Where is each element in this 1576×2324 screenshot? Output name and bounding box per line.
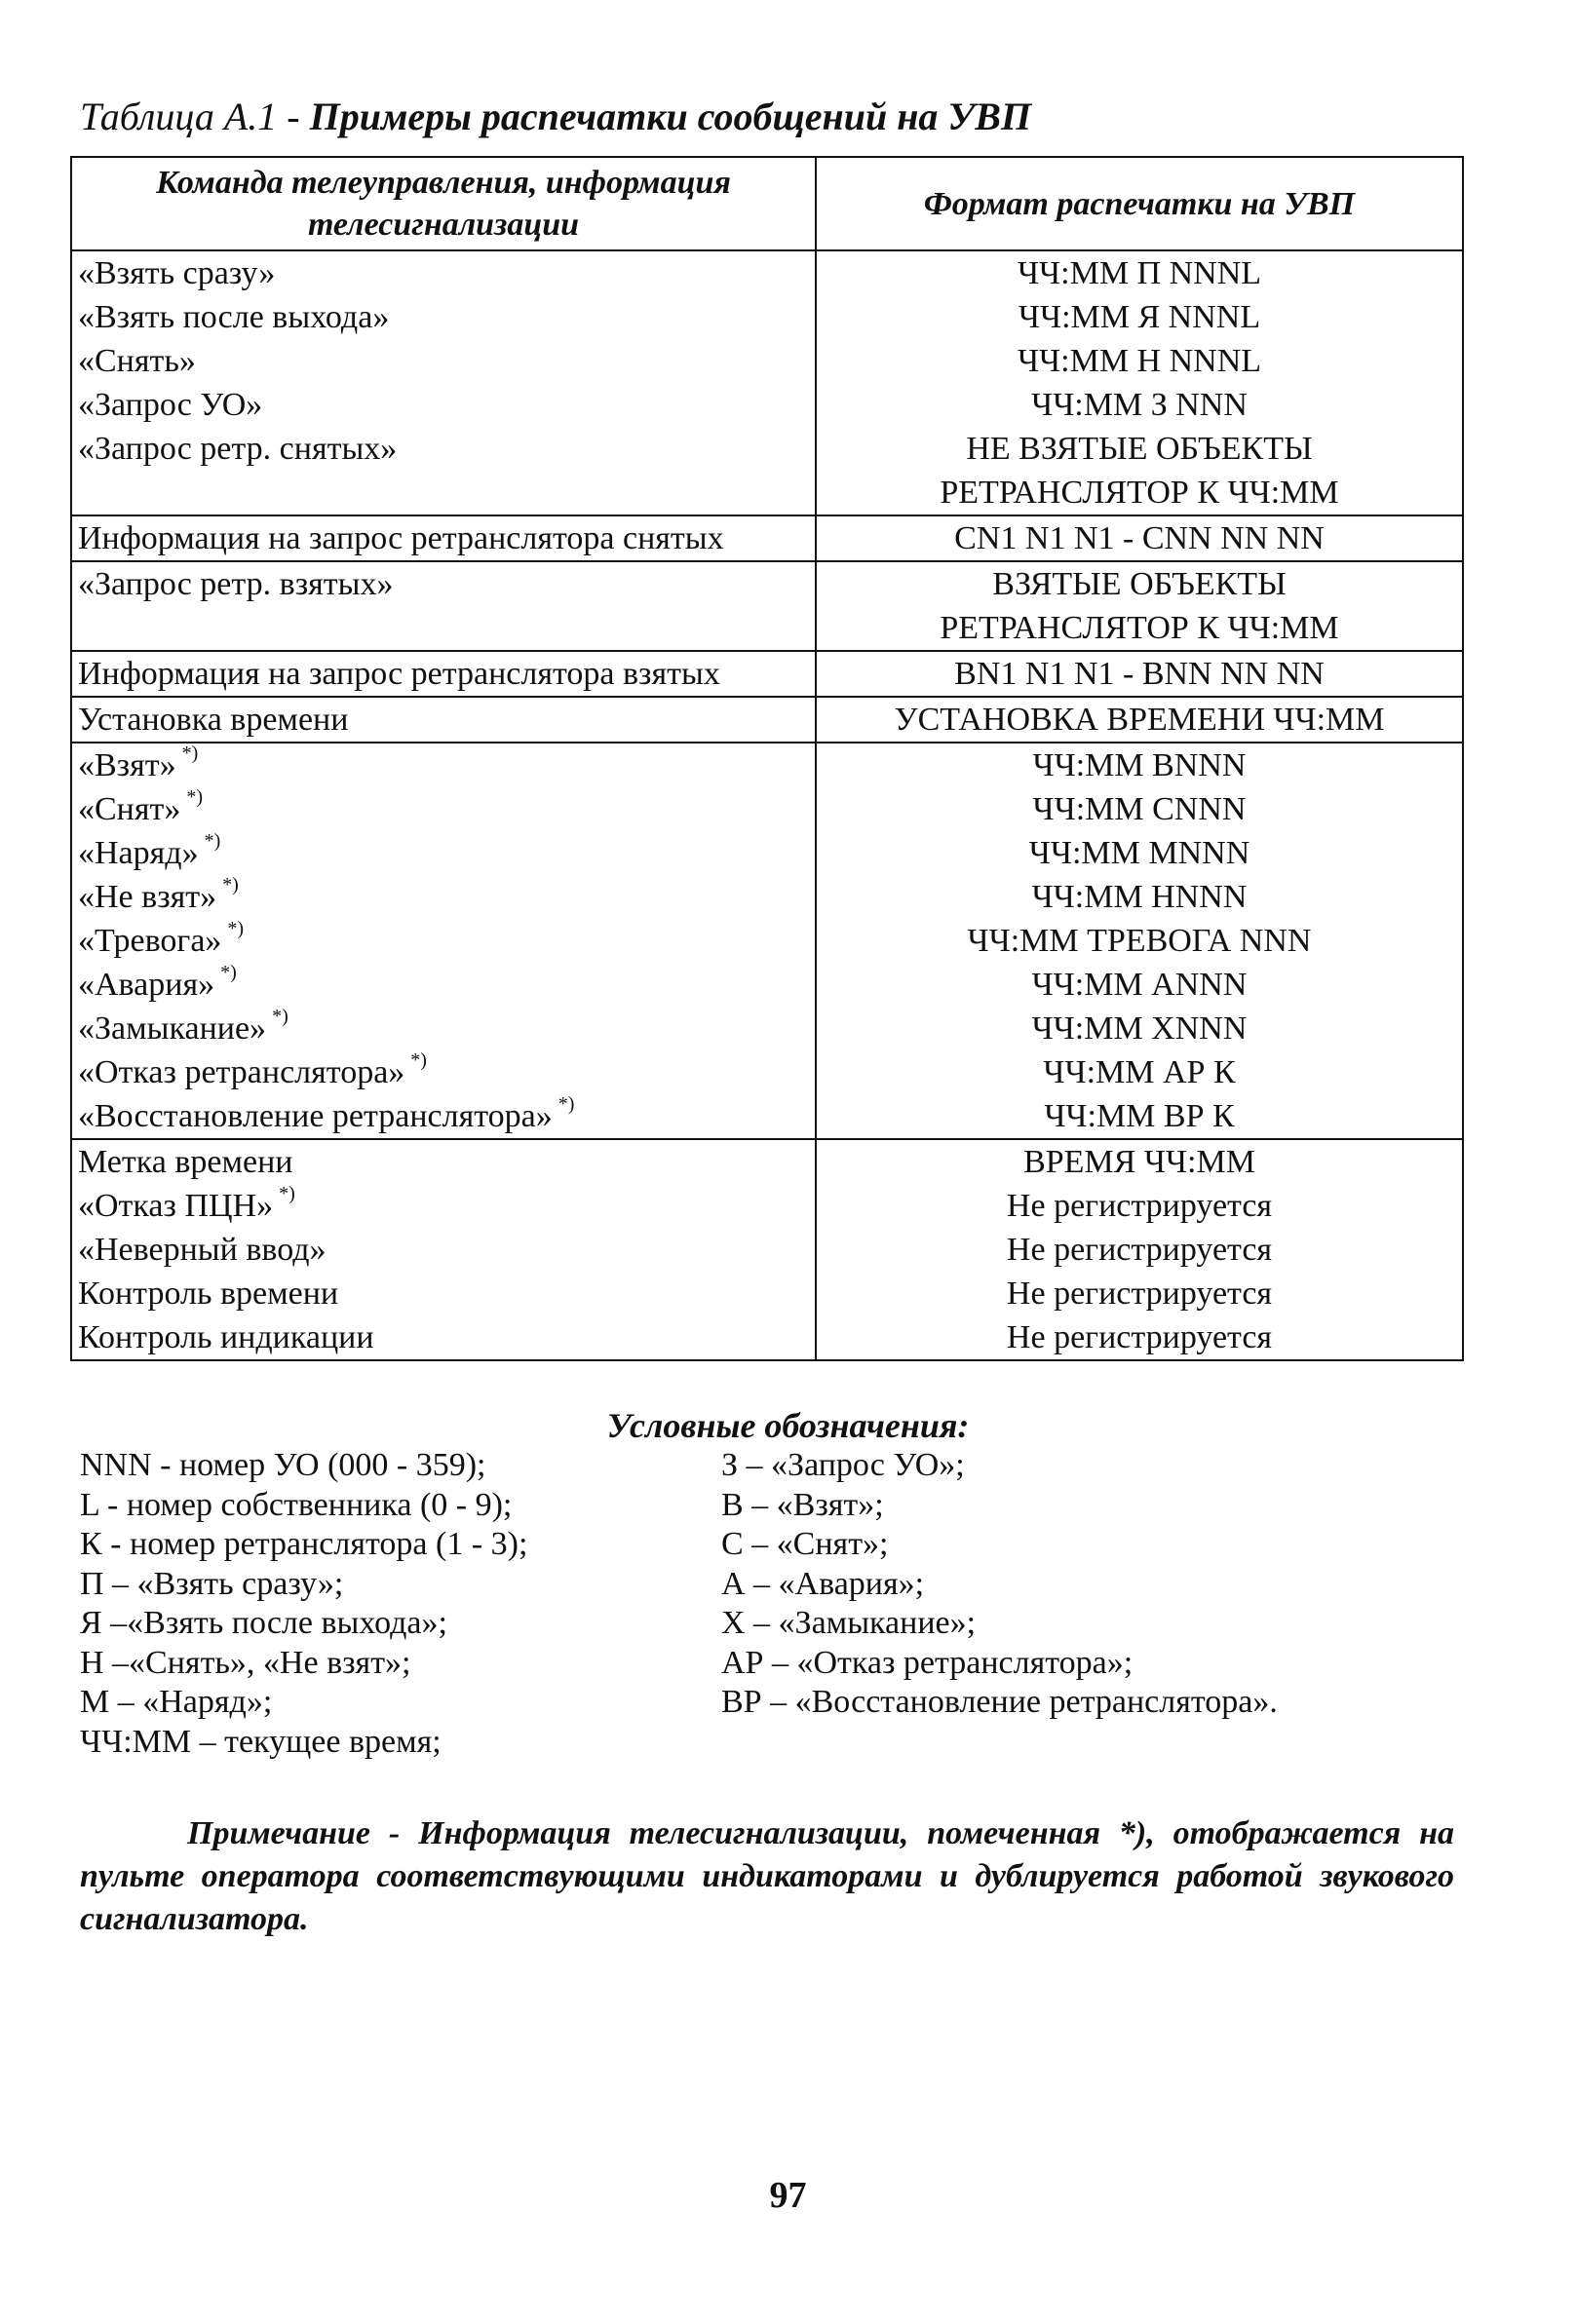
command-text: «Отказ ретранслятора» *) <box>78 1049 427 1090</box>
command-text <box>78 606 809 650</box>
table-row <box>71 561 1463 651</box>
format-text: Не регистрируется <box>1006 1319 1273 1355</box>
legend-item: L - номер собственника (0 - 9); <box>80 1486 513 1523</box>
legend-right-column <box>721 1446 1278 1723</box>
format-text: УСТАНОВКА ВРЕМЕНИ ЧЧ:ММ <box>894 702 1385 738</box>
table-row <box>71 651 1463 697</box>
format-cell <box>816 651 1463 697</box>
command-text: «Запрос ретр. снятых» <box>78 431 398 467</box>
table-row <box>71 743 1463 1139</box>
legend-item: С – «Снят»; <box>721 1526 889 1562</box>
table-header-row <box>71 157 1463 250</box>
format-cell <box>816 561 1463 651</box>
command-text: «Взять после выхода» <box>78 299 390 335</box>
command-text: «Не взят» *) <box>78 874 239 915</box>
format-text: ВРЕМЯ ЧЧ:ММ <box>1023 1144 1255 1180</box>
caption-prefix: Таблица А.1 - <box>80 95 310 138</box>
command-text <box>78 471 809 514</box>
legend-item: П – «Взять сразу»; <box>80 1565 344 1602</box>
format-cell <box>816 1139 1463 1360</box>
command-cell <box>71 250 816 515</box>
command-text: «Запрос ретр. взятых» <box>78 566 394 602</box>
command-text: «Замыкание» *) <box>78 1006 288 1047</box>
legend-item: М – «Наряд»; <box>80 1684 273 1720</box>
footnote-mark: *) <box>220 962 237 983</box>
footnote-mark: *) <box>410 1049 427 1071</box>
legend-title: Условные обозначения: <box>606 1406 970 1445</box>
legend-left-column <box>80 1446 527 1762</box>
command-text: Метка времени <box>78 1144 293 1180</box>
command-text: «Восстановление ретранслятора» *) <box>78 1093 575 1134</box>
footnote-mark: *) <box>186 786 204 808</box>
command-text: «Отказ ПЦН» *) <box>78 1183 295 1224</box>
format-text: ЧЧ:ММ АР К <box>1043 1054 1236 1090</box>
format-cell <box>816 250 1463 515</box>
note-paragraph: Примечание - Информация телесигнализации, помеченная *), отображается на пульте оператора соответствующими индикаторами и дублируется работой звукового сигнализатора. <box>80 1815 1454 1937</box>
footnote-mark: *) <box>272 1006 288 1027</box>
format-text: ЧЧ:ММ Н NNNL <box>1017 343 1262 379</box>
command-text: Информация на запрос ретранслятора взятых <box>78 656 720 692</box>
format-cell <box>816 743 1463 1139</box>
format-text: Не регистрируется <box>1006 1188 1273 1224</box>
command-text: «Взять сразу» <box>78 255 276 291</box>
legend-item: Х – «Замыкание»; <box>721 1605 977 1641</box>
page-number: 97 <box>769 2175 807 2216</box>
format-text: ЧЧ:ММ XNNN <box>1031 1010 1248 1047</box>
format-text: Не регистрируется <box>1006 1232 1273 1268</box>
header-left: Команда телеуправления, информация телесигнализации <box>71 157 816 250</box>
legend-item: NNN - номер УО (000 - 359); <box>80 1447 486 1483</box>
command-text: Контроль индикации <box>78 1319 374 1355</box>
format-text: ЧЧ:ММ ТРЕВОГА NNN <box>967 923 1312 959</box>
format-text: ЧЧ:ММ CNNN <box>1032 791 1247 827</box>
footnote-mark: *) <box>181 743 199 764</box>
command-cell <box>71 743 816 1139</box>
command-cell <box>71 1139 816 1360</box>
legend-item: В – «Взят»; <box>721 1486 884 1523</box>
command-text: «Тревога» *) <box>78 918 245 959</box>
legend-item: А – «Авария»; <box>721 1565 925 1602</box>
legend-item: Н –«Снять», «Не взят»; <box>80 1644 411 1681</box>
format-text: ЧЧ:ММ Я NNNL <box>1018 299 1261 335</box>
format-text: ЧЧ:ММ ANNN <box>1031 967 1248 1003</box>
command-cell <box>71 561 816 651</box>
format-text: НЕ ВЗЯТЫЕ ОБЪЕКТЫ <box>966 431 1313 467</box>
format-text: Не регистрируется <box>1006 1276 1273 1312</box>
caption-title: Примеры распечатки сообщений на УВП <box>309 95 1032 138</box>
table-row <box>71 250 1463 515</box>
format-cell <box>816 515 1463 561</box>
command-text: «Наряд» *) <box>78 830 221 871</box>
format-text: ЧЧ:ММ З NNN <box>1031 387 1248 423</box>
command-text: Контроль времени <box>78 1276 339 1312</box>
format-text: ЧЧ:ММ MNNN <box>1028 835 1250 871</box>
format-text: ЧЧ:ММ HNNN <box>1031 879 1248 915</box>
format-text: BN1 N1 N1 - BNN NN NN <box>954 656 1325 692</box>
legend-item: Я –«Взять после выхода»; <box>80 1605 447 1641</box>
footnote-mark: *) <box>222 874 239 895</box>
legend-item: З – «Запрос УО»; <box>721 1447 965 1483</box>
legend-item: ЧЧ:ММ – текущее время; <box>80 1723 442 1760</box>
table-caption <box>80 93 1031 141</box>
command-cell <box>71 515 816 561</box>
format-text: ЧЧ:ММ BNNN <box>1032 747 1247 783</box>
command-text: Информация на запрос ретранслятора снятых <box>78 520 724 556</box>
command-text: Установка времени <box>78 702 349 738</box>
format-cell <box>816 697 1463 743</box>
format-text: ЧЧ:ММ ВР К <box>1044 1098 1235 1134</box>
legend-item: АР – «Отказ ретранслятора»; <box>721 1644 1134 1681</box>
messages-table <box>70 156 1464 1361</box>
footnote-mark: *) <box>279 1183 295 1204</box>
command-text: «Снят» *) <box>78 786 204 827</box>
format-text: РЕТРАНСЛЯТОР К ЧЧ:ММ <box>940 610 1339 646</box>
format-text: ЧЧ:ММ П NNNL <box>1017 255 1262 291</box>
command-cell <box>71 651 816 697</box>
table-row <box>71 515 1463 561</box>
table-body <box>71 250 1463 1360</box>
command-text: «Снять» <box>78 343 196 379</box>
footnote-mark: *) <box>227 918 245 939</box>
legend-item: К - номер ретранслятора (1 - 3); <box>80 1526 528 1562</box>
format-text: ВЗЯТЫЕ ОБЪЕКТЫ <box>992 566 1287 602</box>
command-cell <box>71 697 816 743</box>
command-text: «Неверный ввод» <box>78 1232 327 1268</box>
table-row <box>71 697 1463 743</box>
format-text: CN1 N1 N1 - CNN NN NN <box>954 520 1325 556</box>
table-row <box>71 1139 1463 1360</box>
command-text: «Взят» *) <box>78 743 199 783</box>
header-right: Формат распечатки на УВП <box>816 157 1463 250</box>
footnote-mark: *) <box>204 830 221 852</box>
footnote-mark: *) <box>557 1093 575 1115</box>
command-text: «Запрос УО» <box>78 387 263 423</box>
command-text: «Авария» *) <box>78 962 237 1003</box>
legend-item: ВР – «Восстановление ретранслятора». <box>721 1684 1278 1720</box>
format-text: РЕТРАНСЛЯТОР К ЧЧ:ММ <box>940 475 1339 511</box>
